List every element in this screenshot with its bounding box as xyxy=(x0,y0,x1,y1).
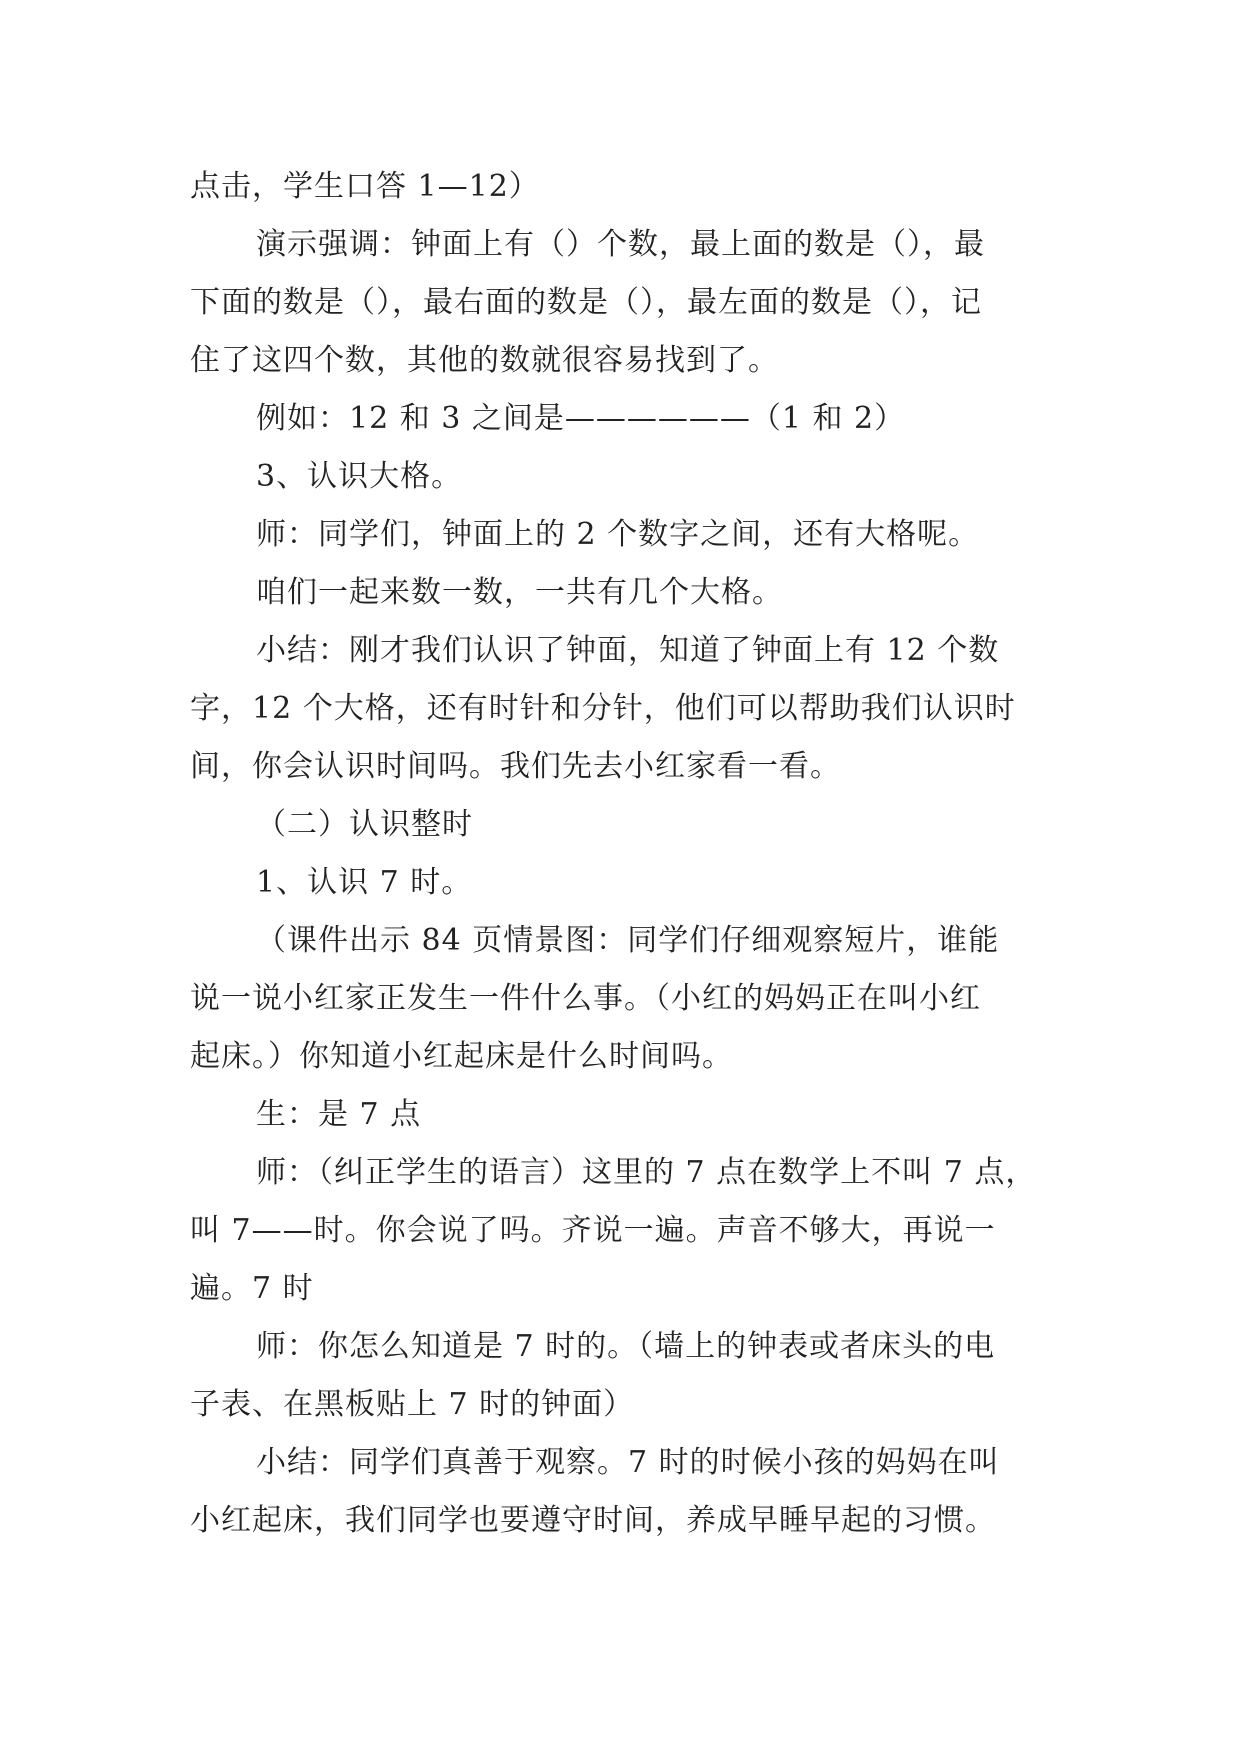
text-line: 说一说小红家正发生一件什么事。（小红的妈妈正在叫小红 xyxy=(190,981,981,1016)
section-heading: 3、认识大格。 xyxy=(256,459,463,494)
text-line: 小结：同学们真善于观察。7 时的时候小孩的妈妈在叫 xyxy=(256,1445,1000,1480)
text-line: 子表、在黑板贴上 7 时的钟面） xyxy=(190,1387,635,1422)
paragraph-answer-continuation xyxy=(190,158,1070,216)
text-line: 间，你会认识时间吗。我们先去小红家看一看。 xyxy=(190,749,841,784)
paragraph-courseware-scene xyxy=(190,912,1070,1086)
text-line: 遍。7 时 xyxy=(190,1271,314,1306)
text-line: 例如：12 和 3 之间是——————（1 和 2） xyxy=(256,401,906,436)
paragraph-section-whole-hour xyxy=(190,796,1070,854)
text-line: 字，12 个大格，还有时针和分针，他们可以帮助我们认识时 xyxy=(190,691,1016,726)
section-heading: （二）认识整时 xyxy=(256,807,473,842)
text-line: 小红起床，我们同学也要遵守时间，养成早睡早起的习惯。 xyxy=(190,1503,996,1538)
paragraph-demo-emphasis xyxy=(190,216,1070,390)
text-line: 师：（纠正学生的语言）这里的 7 点在数学上不叫 7 点， xyxy=(256,1155,1037,1190)
paragraph-section-big-grid xyxy=(190,448,1070,506)
text-line: 住了这四个数，其他的数就很容易找到了。 xyxy=(190,343,779,378)
text-line: 师：同学们，钟面上的 2 个数字之间，还有大格呢。 xyxy=(256,517,980,552)
section-heading: 1、认识 7 时。 xyxy=(256,865,473,900)
text-line: 点击，学生口答 1—12） xyxy=(190,169,540,204)
paragraph-teacher-big-grid xyxy=(190,506,1070,564)
text-line: 下面的数是（），最右面的数是（），最左面的数是（），记 xyxy=(190,285,982,320)
text-line: 演示强调：钟面上有（）个数，最上面的数是（），最 xyxy=(256,227,985,262)
paragraph-teacher-correction xyxy=(190,1144,1070,1318)
text-line: 生：是 7 点 xyxy=(256,1097,422,1132)
text-line: 小结：刚才我们认识了钟面，知道了钟面上有 12 个数 xyxy=(256,633,1000,668)
paragraph-summary-clock-face xyxy=(190,622,1070,796)
text-line: 咱们一起来数一数，一共有几个大格。 xyxy=(256,575,783,610)
paragraph-summary-observation xyxy=(190,1434,1070,1550)
paragraph-teacher-question xyxy=(190,1318,1070,1434)
text-line: 起床。）你知道小红起床是什么时间吗。 xyxy=(190,1039,733,1074)
paragraph-example xyxy=(190,390,1070,448)
paragraph-student-answer xyxy=(190,1086,1070,1144)
document-page xyxy=(190,158,1070,1550)
text-line: 叫 7——时。你会说了吗。齐说一遍。声音不够大，再说一 xyxy=(190,1213,996,1248)
text-line: 师：你怎么知道是 7 时的。（墙上的钟表或者床头的电 xyxy=(256,1329,996,1364)
paragraph-count-together xyxy=(190,564,1070,622)
text-line: （课件出示 84 页情景图：同学们仔细观察短片，谁能 xyxy=(256,923,1000,958)
paragraph-section-seven-oclock xyxy=(190,854,1070,912)
